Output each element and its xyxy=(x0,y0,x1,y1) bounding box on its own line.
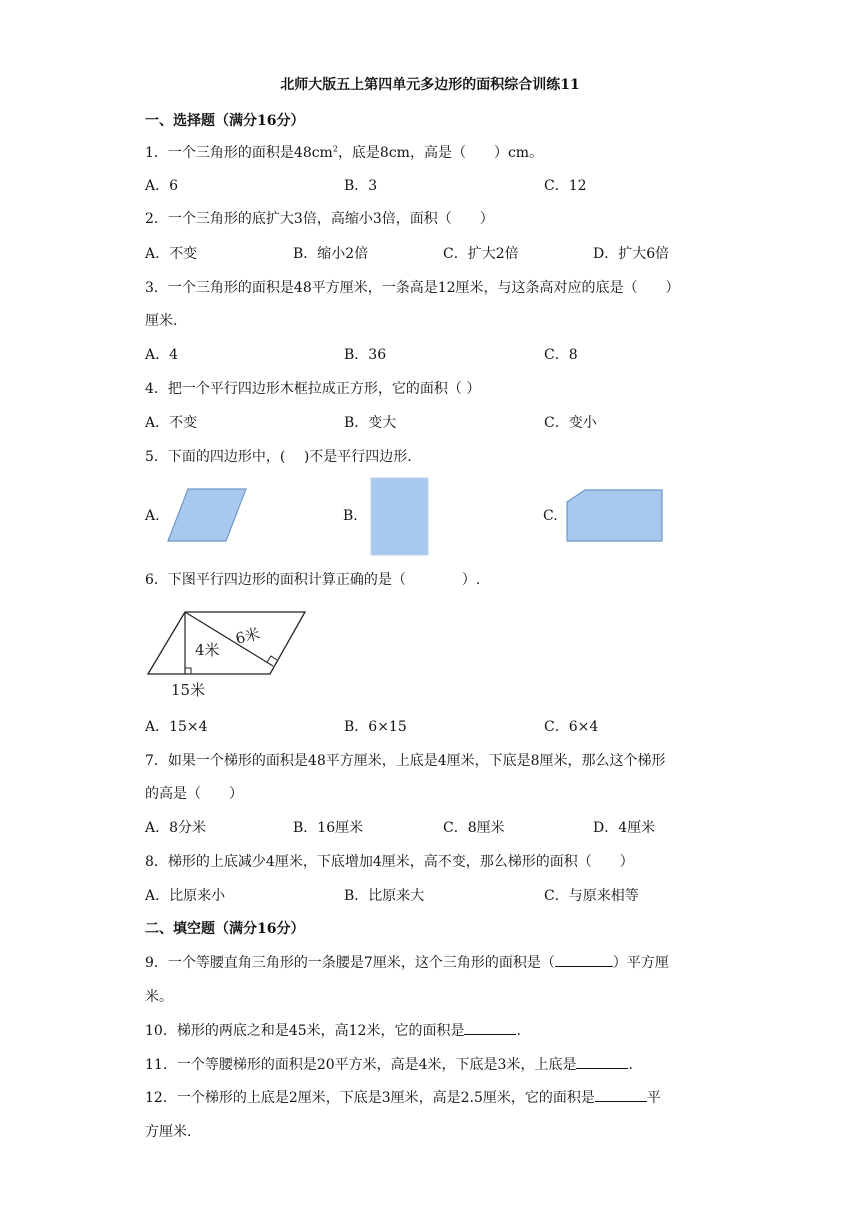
question-7-option-d[interactable]: D．4厘米 xyxy=(593,820,656,836)
question-4-option-b[interactable]: B．变大 xyxy=(344,415,397,431)
base-label: 15米 xyxy=(171,681,206,699)
question-12-text-b: 平 xyxy=(646,1090,661,1106)
section-heading-fill: 二、填空题（满分16分） xyxy=(145,921,305,937)
question-8-option-c[interactable]: C．与原来相等 xyxy=(544,888,639,904)
question-2-option-a[interactable]: A．不变 xyxy=(145,246,198,262)
question-10-blank[interactable] xyxy=(464,1020,516,1035)
question-6-option-a[interactable]: A．15×4 xyxy=(145,719,208,735)
question-11-text-a: 11．一个等腰梯形的面积是20平方米，高是4米，下底是3米，上底是 xyxy=(145,1057,577,1073)
question-5: 5．下面的四边形中，( )不是平行四边形. xyxy=(145,449,412,465)
rectangle-shape xyxy=(370,477,430,557)
page-title: 北师大版五上第四单元多边形的面积综合训练11 xyxy=(280,77,580,93)
question-5-option-c[interactable]: C. xyxy=(543,508,558,524)
section-heading-choice: 一、选择题（满分16分） xyxy=(145,113,305,129)
question-1-option-b[interactable]: B．3 xyxy=(344,178,378,194)
question-10 xyxy=(145,1020,521,1040)
question-11-text-b: . xyxy=(628,1057,633,1073)
question-8-options xyxy=(145,885,745,905)
question-1-options xyxy=(145,175,745,195)
question-1 xyxy=(145,142,543,162)
question-3-option-a[interactable]: A．4 xyxy=(145,347,179,363)
question-6-option-c[interactable]: C．6×4 xyxy=(544,719,599,735)
question-7-option-b[interactable]: B．16厘米 xyxy=(293,820,364,836)
question-6-options xyxy=(145,716,745,736)
question-2-option-b[interactable]: B．缩小2倍 xyxy=(293,246,369,262)
question-9-text-a: 9．一个等腰直角三角形的一条腰是7厘米，这个三角形的面积是（ xyxy=(145,955,555,971)
question-9-line-2: 米。 xyxy=(145,989,173,1005)
question-2: 2．一个三角形的底扩大3倍，高缩小3倍，面积（ ） xyxy=(145,211,494,227)
pentagon-shape xyxy=(565,488,665,544)
question-3-line-1: 3．一个三角形的面积是48平方厘米，一条高是12厘米，与这条高对应的底是（ ） xyxy=(145,280,680,296)
question-1-option-a[interactable]: A．6 xyxy=(145,178,179,194)
question-4: 4．把一个平行四边形木框拉成正方形，它的面积（ ） xyxy=(145,381,481,397)
question-7-option-a[interactable]: A．8分米 xyxy=(145,820,207,836)
question-1-option-c[interactable]: C．12 xyxy=(544,178,587,194)
question-12-line-2: 方厘米. xyxy=(145,1124,192,1140)
question-1-text-a: 1．一个三角形的面积是48cm xyxy=(145,145,333,161)
question-8-option-a[interactable]: A．比原来小 xyxy=(145,888,226,904)
question-12-line-1 xyxy=(145,1087,661,1107)
diagonal-height-label: 6米 xyxy=(233,624,262,648)
question-8: 8．梯形的上底减少4厘米，下底增加4厘米，高不变，那么梯形的面积（ ） xyxy=(145,854,634,870)
question-10-text-a: 10．梯形的两底之和是45米，高12米，它的面积是 xyxy=(145,1023,465,1039)
question-1-superscript: 2 xyxy=(332,144,338,154)
question-6-option-b[interactable]: B．6×15 xyxy=(344,719,407,735)
question-3-option-b[interactable]: B．36 xyxy=(344,347,387,363)
question-1-text-b: ，底是8cm，高是（ ）cm。 xyxy=(337,145,544,161)
question-3-options xyxy=(145,344,745,364)
question-3-line-2: 厘米. xyxy=(145,313,178,329)
question-4-option-c[interactable]: C．变小 xyxy=(544,415,597,431)
question-2-option-d[interactable]: D．扩大6倍 xyxy=(593,246,670,262)
parallelogram-diagram xyxy=(145,605,315,700)
question-8-option-b[interactable]: B．比原来大 xyxy=(344,888,425,904)
question-7-option-c[interactable]: C．8厘米 xyxy=(443,820,505,836)
question-6: 6．下图平行四边形的面积计算正确的是（ ）. xyxy=(145,572,481,588)
question-2-options xyxy=(145,243,745,263)
parallelogram-shape xyxy=(166,487,248,543)
question-12-text-a: 12．一个梯形的上底是2厘米，下底是3厘米，高是2.5厘米，它的面积是 xyxy=(145,1090,595,1106)
question-9-blank[interactable] xyxy=(555,952,613,967)
question-5-option-a[interactable]: A. xyxy=(145,508,160,524)
question-7-options xyxy=(145,817,745,837)
question-10-text-b: . xyxy=(516,1023,521,1039)
question-4-options xyxy=(145,412,745,432)
question-11 xyxy=(145,1054,633,1074)
question-9-line-1 xyxy=(145,952,669,972)
question-3-option-c[interactable]: C．8 xyxy=(544,347,578,363)
question-5-option-b[interactable]: B. xyxy=(343,508,358,524)
question-4-option-a[interactable]: A．不变 xyxy=(145,415,198,431)
height-label: 4米 xyxy=(195,641,220,659)
question-7-line-2: 的高是（ ） xyxy=(145,786,243,802)
question-2-option-c[interactable]: C．扩大2倍 xyxy=(443,246,519,262)
question-9-text-b: ）平方厘 xyxy=(612,955,669,971)
question-12-blank[interactable] xyxy=(595,1087,647,1102)
question-7-line-1: 7．如果一个梯形的面积是48平方厘米，上底是4厘米，下底是8厘米，那么这个梯形 xyxy=(145,753,666,769)
question-11-blank[interactable] xyxy=(576,1054,628,1069)
